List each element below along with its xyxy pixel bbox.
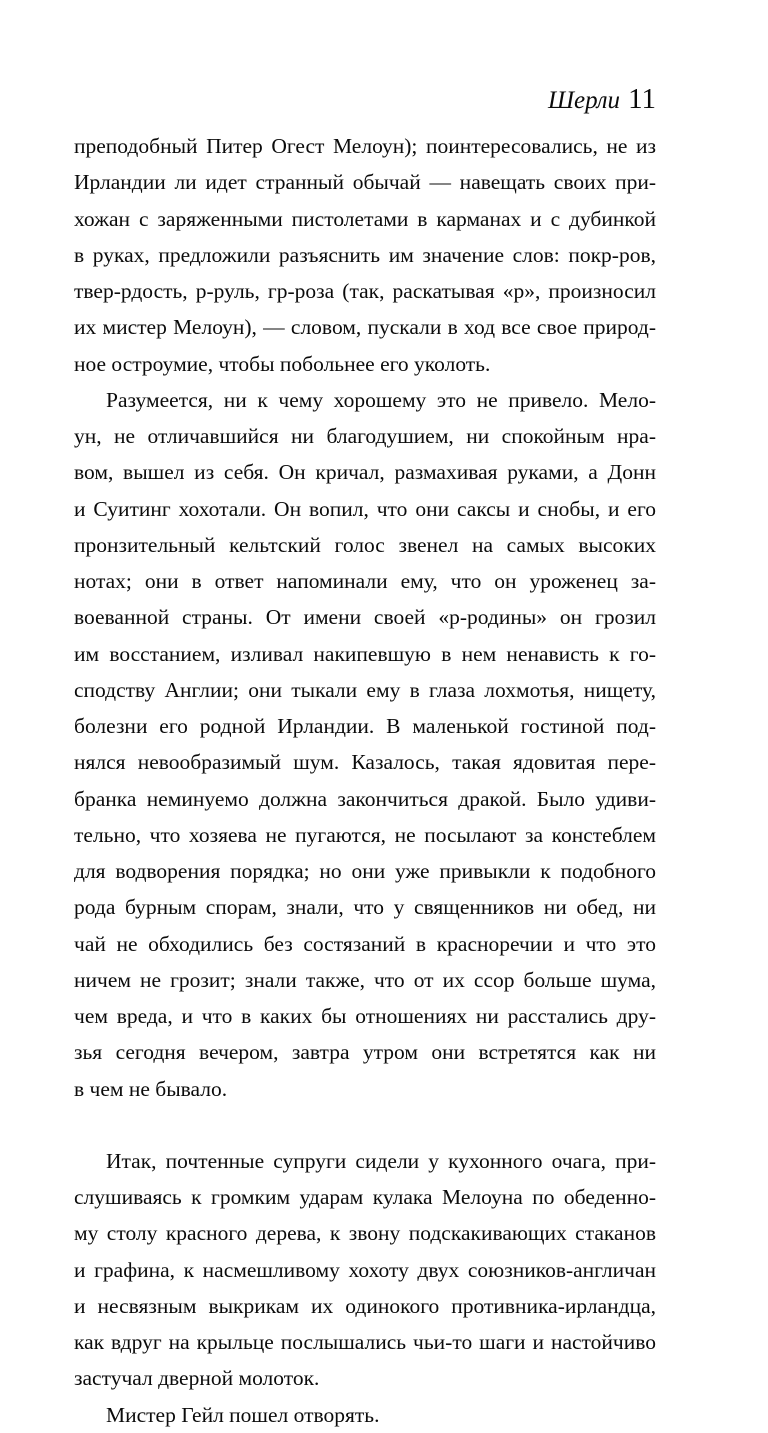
text-line: для водворения порядка; но они уже привыкли к подобного bbox=[74, 859, 656, 883]
text-line: ное остроумие, чтобы побольнее его уколоть. bbox=[74, 351, 491, 376]
text-line: Разумеется, ни к чему хорошему это не привело. Мело- bbox=[106, 387, 656, 412]
text-line: нотах; они в ответ напоминали ему, что он уроженец за- bbox=[74, 569, 656, 593]
text-line: му столу красного дерева, к звону подскакивающих стаканов bbox=[74, 1221, 656, 1246]
page-number: 11 bbox=[628, 83, 656, 115]
running-head-title: Шерли bbox=[547, 87, 621, 114]
section-break bbox=[74, 1107, 656, 1143]
text-line: Ирландии ли идет странный обычай — навещать своих при- bbox=[74, 170, 656, 195]
text-line: ун, не отличавшийся ни благодушием, ни спокойным нра- bbox=[74, 424, 656, 448]
text-line: ничем не грозит; знали также, что от их ссор больше шума, bbox=[74, 967, 656, 992]
text-line: чай не обходились без состязаний в красноречии и что это bbox=[74, 931, 656, 956]
text-line: хожан с заряженными пистолетами в карманах и с дубинкой bbox=[74, 206, 656, 231]
text-line: как вдруг на крыльце послышались чьи-то шаги и настойчиво bbox=[74, 1330, 656, 1354]
text-line: Мистер Гейл пошел отворять. bbox=[106, 1402, 380, 1427]
text-line: тельно, что хозяева не пугаются, не посылают за констеблем bbox=[74, 822, 656, 847]
text-line: преподобный Питер Огест Мелоун); поинтересовались, не из bbox=[74, 134, 656, 158]
text-line: бранка неминуемо должна закончиться дракой. Было удиви- bbox=[74, 786, 656, 811]
text-line: Итак, почтенные супруги сидели у кухонного очага, при- bbox=[106, 1148, 656, 1173]
text-line: воеванной страны. От имени своей «р-родины» он грозил bbox=[74, 605, 656, 630]
body-text bbox=[74, 128, 656, 1433]
text-line: болезни его родной Ирландии. В маленькой гостиной под- bbox=[74, 714, 656, 738]
text-line: сподству Англии; они тыкали ему в глаза лохмотья, нищету, bbox=[74, 677, 656, 702]
text-line: и графина, к насмешливому хохоту двух союзников-англичан bbox=[74, 1257, 656, 1282]
text-line: нялся невообразимый шум. Казалось, такая ядовитая пере- bbox=[74, 750, 656, 775]
text-line: в чем не бывало. bbox=[74, 1076, 228, 1101]
text-line: зья сегодня вечером, завтра утром они встретятся как ни bbox=[74, 1040, 656, 1065]
text-line: застучал дверной молоток. bbox=[74, 1366, 320, 1391]
text-line: рода бурным спорам, знали, что у священников ни обед, ни bbox=[74, 895, 656, 920]
text-line: их мистер Мелоун), — словом, пускали в ход все свое природ- bbox=[74, 315, 656, 340]
text-line: пронзительный кельтский голос звенел на самых высоких bbox=[74, 532, 656, 557]
running-head bbox=[548, 84, 656, 116]
text-line: им восстанием, изливал накипевшую в нем ненависть к го- bbox=[74, 641, 656, 666]
text-line: твер-рдость, р-руль, гр-роза (так, раскатывая «р», произносил bbox=[74, 279, 656, 303]
text-line: вом, вышел из себя. Он кричал, размахивая руками, а Донн bbox=[74, 460, 656, 485]
text-line: чем вреда, и что в каких бы отношениях ни расстались дру- bbox=[74, 1004, 656, 1028]
text-line: в руках, предложили разъяснить им значение слов: покр-ров, bbox=[74, 242, 656, 267]
text-line: и несвязным выкрикам их одинокого противника-ирландца, bbox=[74, 1293, 656, 1318]
text-line: слушиваясь к громким ударам кулака Мелоуна по обеденно- bbox=[74, 1185, 656, 1209]
text-line: и Суитинг хохотали. Он вопил, что они саксы и снобы, и его bbox=[74, 496, 656, 521]
